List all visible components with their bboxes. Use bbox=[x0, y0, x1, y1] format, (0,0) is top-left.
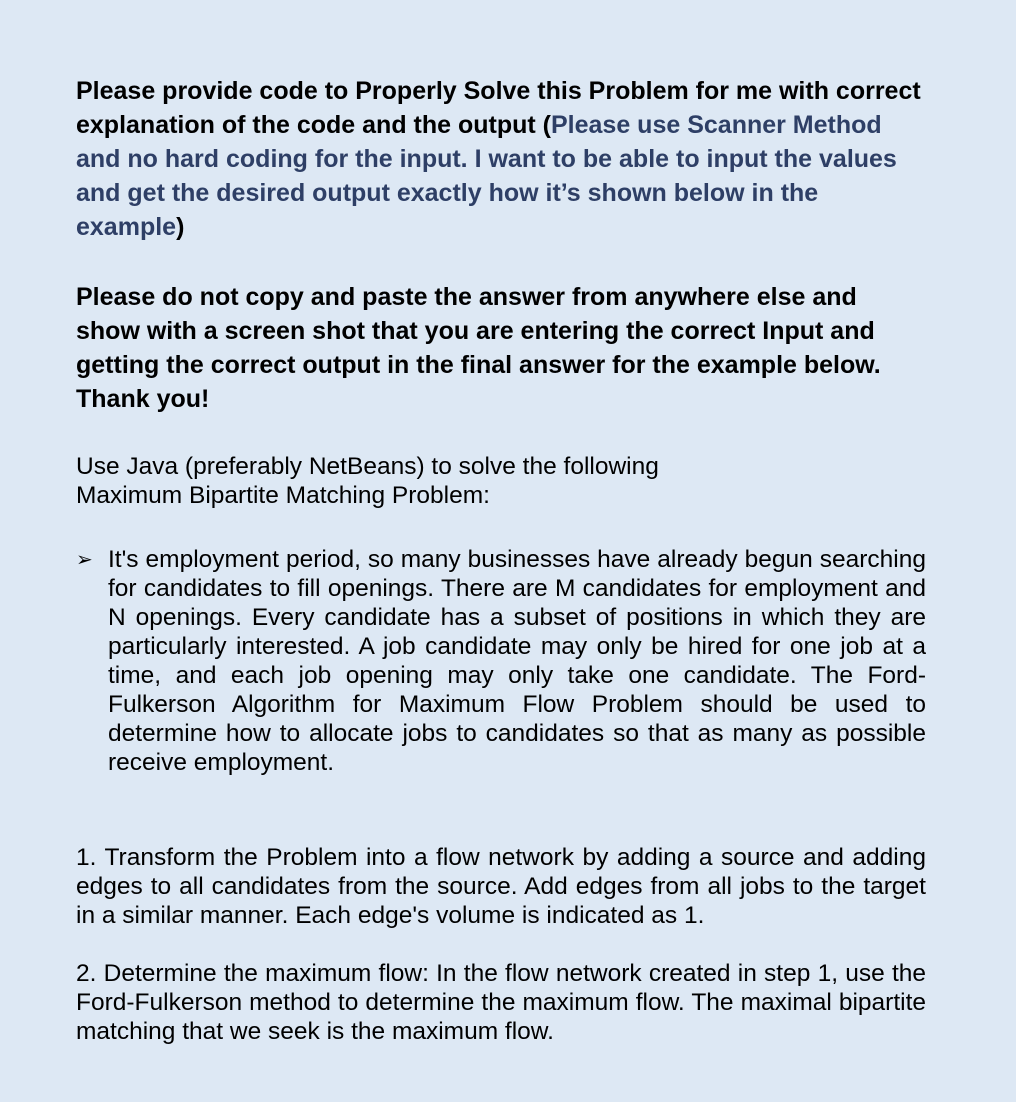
arrow-bullet-icon: ➢ bbox=[76, 549, 93, 571]
request-paragraph: Please do not copy and paste the answer from anywhere else and show with a screen shot that you are entering the correct Input and getting the correct output in the final answer for the example below. Thank you! bbox=[76, 283, 881, 413]
task-paragraph bbox=[76, 452, 926, 510]
intro-lead: Please provide code to Properly Solve this Problem for me with correct explanation of the code and the output ( bbox=[76, 77, 921, 139]
intro-tail: ) bbox=[176, 213, 185, 241]
task-line-1: Use Java (preferably NetBeans) to solve the following bbox=[76, 453, 659, 480]
step-2-paragraph: 2. Determine the maximum flow: In the flow network created in step 1, use the Ford-Fulkerson method to determine the maximum flow. The maximal bipartite matching that we seek is the maximum flow. bbox=[76, 960, 926, 1045]
step-1-paragraph: 1. Transform the Problem into a flow network by adding a source and adding edges to all candidates from the source. Add edges from all jobs to the target in a similar manner. Each edge's volume is indicated as 1. bbox=[76, 844, 926, 929]
intro-paragraph bbox=[76, 74, 926, 244]
bullet-text: It's employment period, so many businesses have already begun searching for candidates to fill openings. There are M candidates for employment and N openings. Every candidate has a subset of positions in which they are particularly interested. A job candidate may only be hired for one job at a time, and each job opening may only take one candidate. The Ford-Fulkerson Algorithm for Maximum Flow Problem should be used to determine how to allocate jobs to candidates so that as many as possible receive employment. bbox=[108, 546, 926, 776]
bullet-item bbox=[76, 545, 926, 777]
content-area bbox=[76, 74, 926, 1046]
intro-highlight: Please use Scanner Method and no hard coding for the input. I want to be able to input the values and get the desired output exactly how it’s shown below in the example bbox=[76, 111, 897, 241]
task-line-2: Maximum Bipartite Matching Problem: bbox=[76, 482, 490, 509]
